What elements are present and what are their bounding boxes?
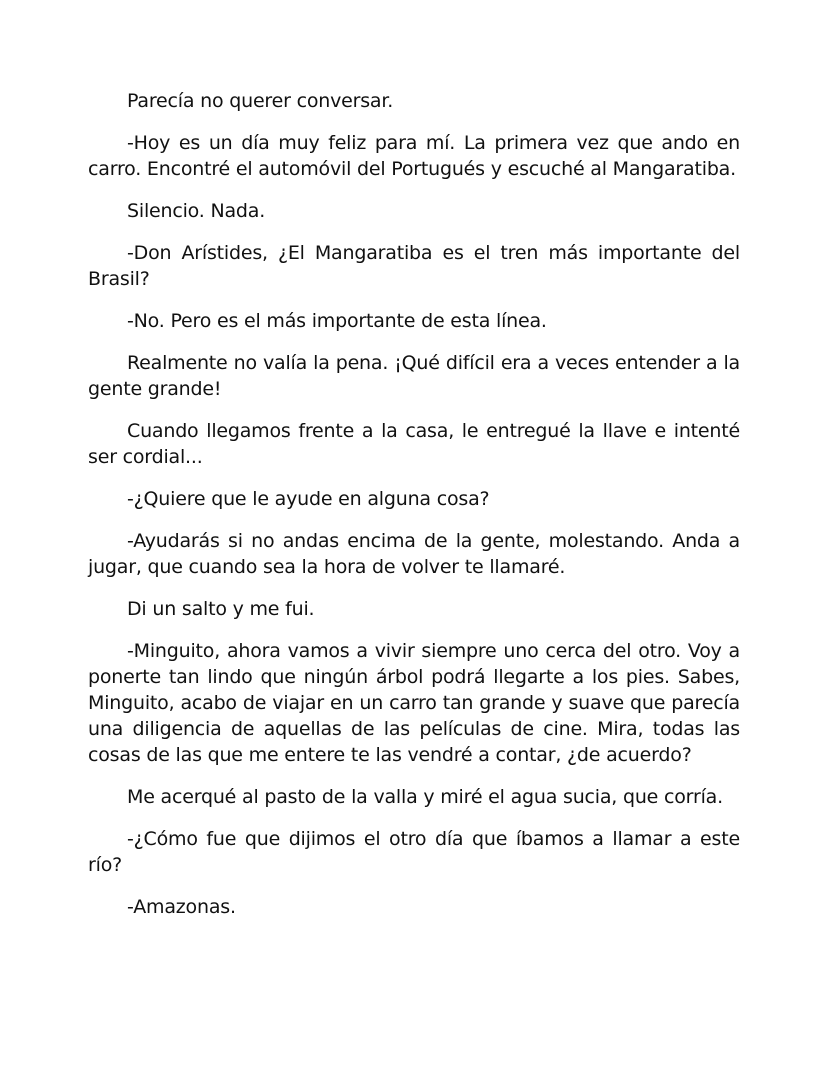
paragraph: Parecía no querer conversar. [127,90,394,112]
paragraph: Silencio. Nada. [127,200,266,222]
paragraph: -Ayudarás si no andas encima de la gente, molestando. Anda a jugar, que cuando sea la hora de volver te llamaré. [88,530,740,578]
paragraph: -Hoy es un día muy feliz para mí. La primera vez que ando en carro. Encontré el automóvil del Portugués y escuché al Mangaratiba. [88,132,740,180]
paragraph: Cuando llegamos frente a la casa, le entregué la llave e intenté ser cordial... [88,420,740,468]
paragraph: -¿Cómo fue que dijimos el otro día que íbamos a llamar a este río? [88,828,740,876]
paragraph: -Amazonas. [127,896,236,918]
paragraph: Me acerqué al pasto de la valla y miré el agua sucia, que corría. [127,786,723,808]
paragraph: -¿Quiere que le ayude en alguna cosa? [127,488,490,510]
paragraph: Realmente no valía la pena. ¡Qué difícil era a veces entender a la gente grande! [88,352,740,400]
paragraph: -Don Arístides, ¿El Mangaratiba es el tren más importante del Brasil? [88,242,740,290]
paragraph: -No. Pero es el más importante de esta línea. [127,310,547,332]
paragraph: -Minguito, ahora vamos a vivir siempre uno cerca del otro. Voy a ponerte tan lindo que ningún árbol podrá llegarte a los pies. Sabes, Minguito, acabo de viajar en un carro tan grande y suave que parecía una diligencia de aquellas de las películas de cine. Mira, todas las cosas de las que me entere te las vendré a contar, ¿de acuerdo? [88,640,740,766]
paragraph: Di un salto y me fui. [127,598,315,620]
document-page [88,88,740,936]
